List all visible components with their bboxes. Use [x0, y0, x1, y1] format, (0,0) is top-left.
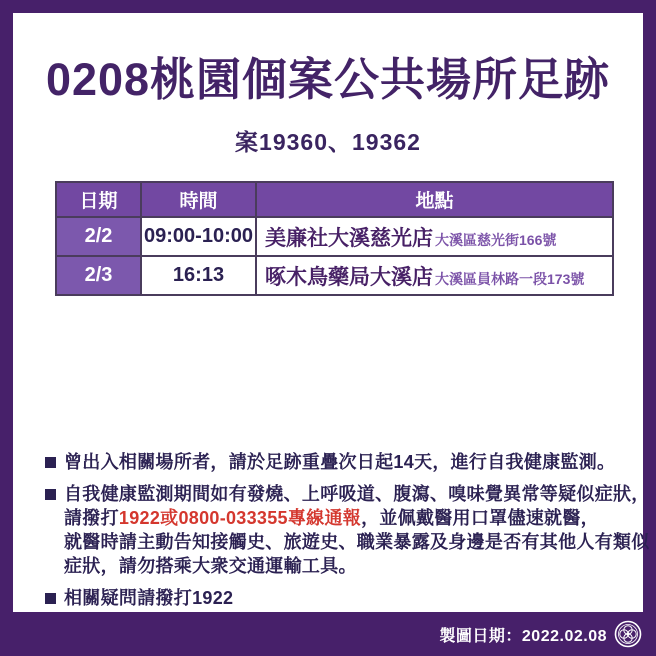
- date-cell: 2/2: [56, 217, 141, 256]
- page-title: 0208桃園個案公共場所足跡: [45, 54, 611, 105]
- note-text: 曾出入相關場所者，請於足跡重疊次日起14天，進行自我健康監測。: [64, 452, 616, 472]
- col-header-time: 時間: [141, 182, 256, 217]
- date-cell: 2/3: [56, 256, 141, 295]
- place-address: 大溪區慈光街166號: [435, 231, 557, 248]
- hotline-number: 1922或0800-033355專線通報: [118, 508, 362, 528]
- place-cell: [256, 256, 613, 295]
- note-line: 自我健康監測期間如有發燒、上呼吸道、腹瀉、嗅味覺異常等疑似症狀，: [64, 484, 650, 504]
- note-item-2: [45, 482, 650, 578]
- col-header-date: 日期: [56, 182, 141, 217]
- bullet-square-icon: [45, 593, 56, 604]
- footprint-table: [55, 181, 614, 296]
- taoyuan-seal-icon: [614, 620, 642, 648]
- case-numbers: 案19360、19362: [235, 129, 421, 155]
- note-item-3: [45, 586, 631, 610]
- table-row: [56, 217, 613, 256]
- note-segment: 請撥打: [64, 508, 119, 528]
- bullet-square-icon: [45, 457, 56, 468]
- place-cell: [256, 217, 613, 256]
- place-name: 啄木鳥藥局大溪店: [265, 265, 433, 289]
- time-cell: 16:13: [141, 256, 256, 295]
- col-header-place: 地點: [256, 182, 613, 217]
- poster-content: [13, 13, 650, 612]
- table-header-row: [56, 182, 613, 217]
- note-text: 相關疑問請撥打1922: [64, 588, 234, 608]
- footer-bar: [0, 612, 656, 656]
- note-segment: ，並佩戴醫用口罩儘速就醫，: [361, 508, 599, 528]
- made-date: 製圖日期：2022.02.08: [439, 627, 607, 645]
- note-line: [64, 506, 650, 530]
- note-text: [64, 482, 650, 578]
- note-item-1: [45, 450, 631, 474]
- time-cell: 09:00-10:00: [141, 217, 256, 256]
- health-notes: [45, 450, 650, 618]
- table-row: [56, 256, 613, 295]
- note-line: 症狀，請勿搭乘大衆交通運輸工具。: [64, 556, 357, 576]
- place-name: 美廉社大溪慈光店: [265, 226, 433, 250]
- note-line: 就醫時請主動告知接觸史、旅遊史、職業暴露及身邊是否有其他人有類似: [64, 532, 650, 552]
- place-address: 大溪區員林路一段173號: [435, 270, 585, 287]
- bullet-square-icon: [45, 489, 56, 500]
